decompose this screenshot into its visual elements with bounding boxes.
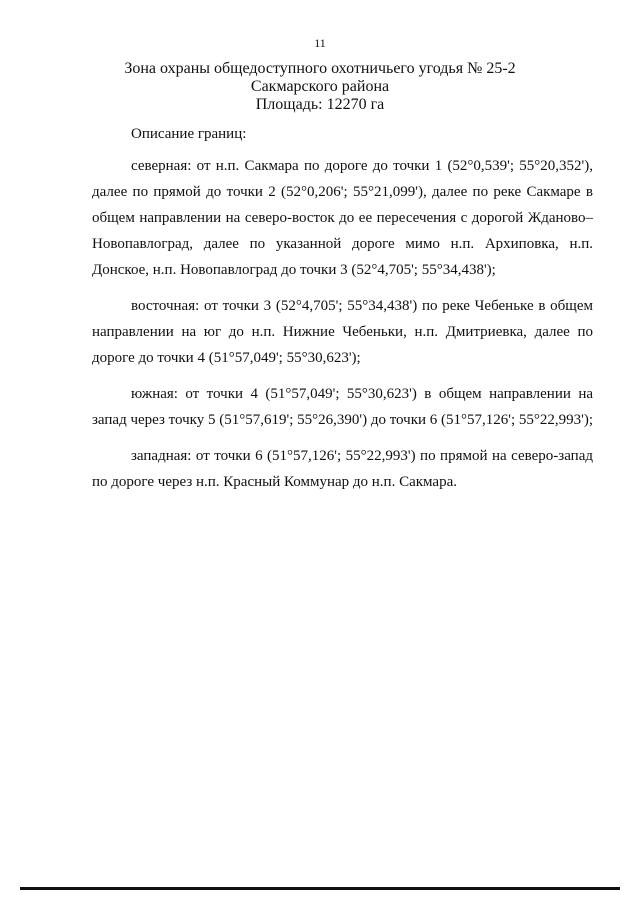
footer-rule [20, 887, 620, 890]
boundaries-heading: Описание границ: [131, 126, 247, 142]
title-line-zone: Зона охраны общедоступного охотничьего угодья № 25-2 [124, 60, 516, 77]
boundary-west: западная: от точки 6 (51°57,126'; 55°22,993') по прямой на северо-запад по дороге через н.п. Красный Коммунар до н.п. Сакмара. [92, 448, 593, 490]
title-line-area: Площадь: 12270 га [255, 96, 385, 113]
title-line-district: Сакмарского района [250, 78, 390, 95]
page-number: 11 [314, 36, 326, 50]
boundary-east: восточная: от точки 3 (52°4,705'; 55°34,438') по реке Чебеньке в общем направлении на юг до н.п. Нижние Чебеньки, н.п. Дмитриевка, далее по дороге до точки 4 (51°57,049'; 55°30,623'); [92, 298, 593, 366]
boundaries-description [92, 121, 593, 505]
boundary-north: северная: от н.п. Сакмара по дороге до точки 1 (52°0,539'; 55°20,352'), далее по прямой до точки 2 (52°0,206'; 55°21,099'), далее по реке Сакмаре в общем направлении на северо-восток до ее пересечения с дорогой Жданово–Новопавлоград, далее по указанной дороге мимо н.п. Архиповка, н.п. Донское, н.п. Новопавлоград до точки 3 (52°4,705'; 55°34,438'); [92, 158, 593, 278]
document-title [0, 60, 640, 114]
boundary-south: южная: от точки 4 (51°57,049'; 55°30,623') в общем направлении на запад через точку 5 (51°57,619'; 55°26,390') до точки 6 (51°57,126'; 55°22,993'); [92, 386, 594, 428]
